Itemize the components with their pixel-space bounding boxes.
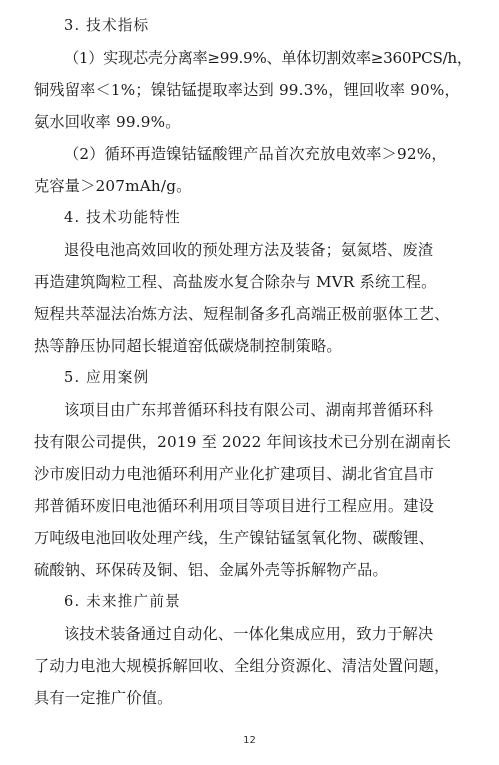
section-heading-application-cases: 5. 应用案例 [64,369,150,386]
paragraph-line: 短程共萃湿法冶炼方法、短程制备多孔高端正极前驱体工艺、 [34,305,450,323]
paragraph-line: （1）实现芯壳分离率≥99.9%、单体切割效率≥360PCS/h， [64,49,472,67]
paragraph-line: 具有一定推广价值。 [34,689,173,707]
paragraph-line: 万吨级电池回收处理产线，生产镍钴锰氢氧化物、碳酸锂、 [34,529,435,547]
paragraph-line: 邦普循环废旧电池循环利用项目等项目进行工程应用。建设 [34,497,435,515]
paragraph-line: 铜残留率＜1%；镍钴锰提取率达到 99.3%，锂回收率 90%， [34,81,460,99]
paragraph-line: 技有限公司提供，2019 至 2022 年间该技术已分别在湖南长 [34,433,452,451]
paragraph-line: 再造建筑陶粒工程、高盐废水复合除杂与 MVR 系统工程。 [34,273,437,291]
paragraph-line: 了动力电池大规模拆解回收、全组分资源化、清洁处置问题， [34,657,450,675]
paragraph-line: 沙市废旧动力电池循环利用产业化扩建项目、湖北省宜昌市 [34,465,435,483]
paragraph-line: （2）循环再造镍钴锰酸锂产品首次充放电效率＞92%， [64,145,447,163]
paragraph-line: 该项目由广东邦普循环科技有限公司、湖南邦普循环科 [64,401,434,419]
paragraph-line: 氨水回收率 99.9%。 [34,113,181,131]
section-heading-prospects: 6. 未来推广前景 [64,593,181,610]
section-heading-technical-indicators: 3. 技术指标 [64,17,150,34]
section-heading-features: 4. 技术功能特性 [64,209,181,226]
paragraph-line: 硫酸钠、环保砖及铜、铝、金属外壳等拆解物产品。 [34,561,388,579]
page-number: 12 [243,735,256,746]
paragraph-line: 热等静压协同超长辊道窑低碳烧制控制策略。 [34,337,342,355]
paragraph-line: 克容量＞207mAh/g。 [34,177,192,195]
paragraph-line: 该技术装备通过自动化、一体化集成应用，致力于解决 [64,625,434,643]
paragraph-line: 退役电池高效回收的预处理方法及装备；氨氮塔、废渣 [64,241,434,259]
